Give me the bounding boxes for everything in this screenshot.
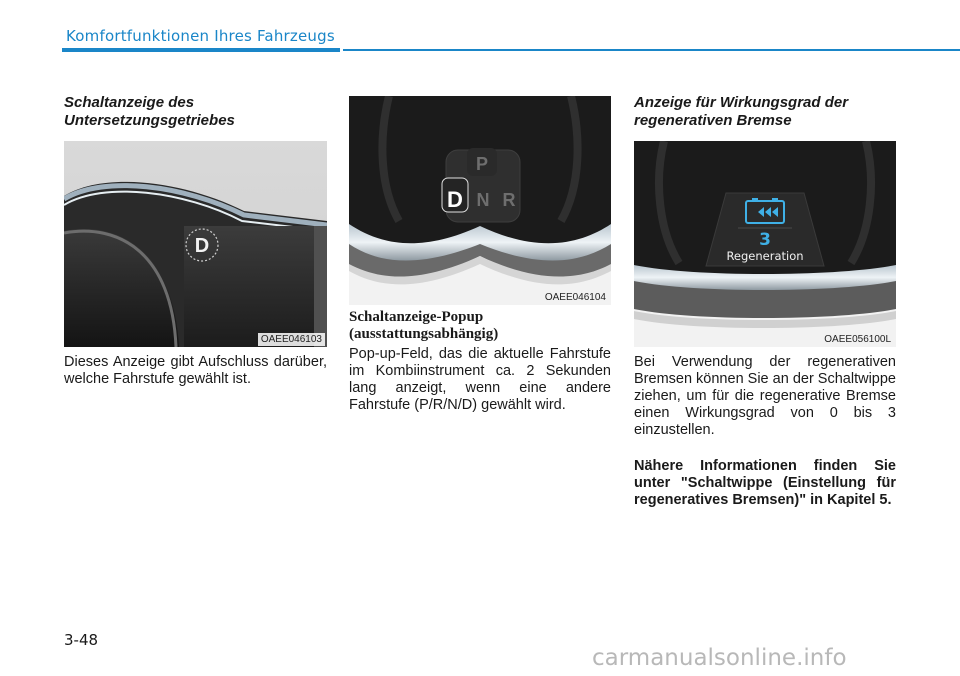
gear-letter-d-active: D [447, 187, 463, 212]
cluster-illustration-pndr [349, 96, 611, 305]
section-title-regen-indicator: Anzeige für Wirkungsgrad der regenerativen Bremse [634, 94, 849, 129]
header-rule-thick [62, 48, 340, 52]
gear-letter-d: D [194, 235, 210, 257]
figure-code: OAEE046104 [544, 292, 606, 303]
figure-shift-popup [349, 96, 611, 305]
section-title-shift-indicator: Schaltanzeige des Untersetzungsgetriebes [64, 94, 235, 129]
paragraph-shift-indicator: Dieses Anzeige gibt Aufschluss darüber, welche Fahrstufe gewählt ist. [64, 354, 327, 387]
gear-letter-r: R [502, 190, 516, 210]
subsection-title-line2: (ausstattungsabhängig) [349, 326, 499, 342]
regen-label: Regeneration [726, 249, 804, 263]
subsection-title-line1: Schaltanzeige-Popup [349, 309, 484, 325]
cluster-illustration-d [64, 141, 327, 347]
figure-code: OAEE056100L [824, 334, 891, 345]
paragraph-see-chapter: Nähere Informationen finden Sie unter "Schaltwippe (Einstellung für regeneratives Bremsen)" in Kapitel 5. [634, 458, 896, 508]
watermark: carmanualsonline.info [592, 645, 847, 671]
paragraph-regeneration: Bei Verwendung der regenerativen Bremsen können Sie an der Schaltwippe ziehen, um für die regenerative Bremse einen Wirkungsgrad von 0 bis 3 einzustellen. [634, 354, 896, 438]
gear-letter-p: P [475, 154, 489, 174]
regen-level-value: 3 [759, 230, 771, 250]
header-rule-thin [343, 49, 960, 51]
figure-regeneration [634, 141, 896, 347]
paragraph-shift-popup: Pop-up-Feld, das die aktuelle Fahrstufe im Kombiinstrument ca. 2 Sekunden lang anzeigt, wenn eine andere Fahrstufe (P/R/N/D) gewählt wird. [349, 346, 611, 413]
gear-letter-n: N [476, 190, 490, 210]
chapter-title: Komfortfunktionen Ihres Fahrzeugs [66, 27, 335, 45]
subsection-title-popup [349, 309, 611, 343]
figure-code: OAEE046103 [258, 333, 325, 346]
figure-gear-indicator [64, 141, 327, 347]
page-number: 3-48 [64, 631, 99, 649]
cluster-illustration-regeneration [634, 141, 896, 347]
